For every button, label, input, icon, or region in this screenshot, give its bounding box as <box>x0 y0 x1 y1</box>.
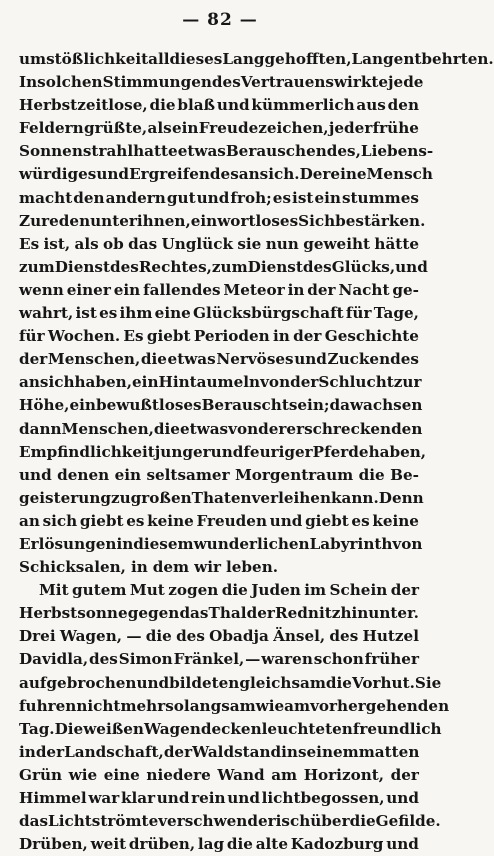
text-line: Zureden unter ihnen, ein wortloses Sichbestärken. <box>19 211 426 230</box>
text-line: an sich haben, ein Hintaumeln von der Schlucht zur <box>19 373 422 392</box>
text-line: an sich giebt es keine Freuden und giebt es keine <box>19 511 419 530</box>
text-line: Drei Wagen, — die des Obadja Änsel, des Hutzel <box>19 627 419 646</box>
text-line: Tag. Die weißen Wagendecken leuchteten freundlich <box>19 719 442 738</box>
text-line: Sonnenstrahl hatte etwas Berauschendes, Liebens- <box>19 142 434 161</box>
text-line: Mit gutem Mut zogen die Juden im Schein der <box>39 581 419 600</box>
text-line: Grün wie eine niedere Wand am Horizont, der <box>19 765 419 784</box>
text-line: wenn einer ein fallendes Meteor in der Nacht ge- <box>19 280 419 299</box>
page-number: — 82 — <box>182 10 258 30</box>
text-line: dann Menschen, die etwas von der erschreckenden <box>19 419 423 438</box>
text-line: Höhe, ein bewußtloses Berauschtsein; da wachsen <box>19 396 423 415</box>
text-line: das Licht strömte verschwenderisch über die Gefilde. <box>19 812 441 831</box>
text-line: Empfindlichkeit junger und feuriger Pferde haben, <box>19 442 427 461</box>
text-line: und denen ein seltsamer Morgentraum die Be- <box>19 465 419 484</box>
text-line: In solchen Stimmungen des Vertrauens wirkte jede <box>19 73 424 92</box>
text-line: Drüben, weit drüben, lag die alte Kadozburg und <box>19 835 419 854</box>
text-line: umstößlichkeit all dieses Langgehofften, Langentbehrten. <box>19 50 494 68</box>
text-line: Erlösungen in diesem wunderlichen Labyrinth von <box>19 534 423 553</box>
text-line: geisterung zu großen Thaten verleihen kann. Denn <box>19 488 424 507</box>
text-line: Schicksalen, in dem wir leben. <box>19 558 279 577</box>
text-line: Himmel war klar und rein und lichtbegossen, und <box>19 789 419 807</box>
text-line: für Wochen. Es giebt Perioden in der Geschichte <box>19 327 419 346</box>
text-line: fuhren nicht mehr so langsam wie am vorhergehenden <box>19 696 450 715</box>
text-line: Es ist, als ob das Unglück sie nun geweiht hätte <box>19 234 419 253</box>
text-line: macht den andern gut und froh; es ist ein stummes <box>19 188 419 207</box>
text-line: in der Landschaft, der Wald stand in seinem matten <box>19 742 420 761</box>
text-line: Herbstzeitlose, die blaß und kümmerlich aus den <box>19 96 419 115</box>
text-line: Herbstsonne gegen das Thal der Rednitz hinunter. <box>19 604 419 623</box>
text-line: würdiges und Ergreifendes an sich. Der eine Mensch <box>19 165 433 184</box>
text-line: der Menschen, die etwas Nervöses und Zuckendes <box>19 350 419 369</box>
text-line: Davidla, des Simon Fränkel, — waren schon früher <box>19 650 419 669</box>
text-line: zum Dienst des Rechtes, zum Dienst des Glücks, und <box>19 257 428 276</box>
text-line: aufgebrochen und bildeten gleichsam die Vorhut. Sie <box>19 673 442 692</box>
body-text <box>19 48 494 856</box>
text-line: wahrt, ist es ihm eine Glücksbürgschaft für Tage, <box>19 304 419 323</box>
text-line: Feldern grüßte, als ein Freudezeichen, jeder frühe <box>19 119 419 138</box>
